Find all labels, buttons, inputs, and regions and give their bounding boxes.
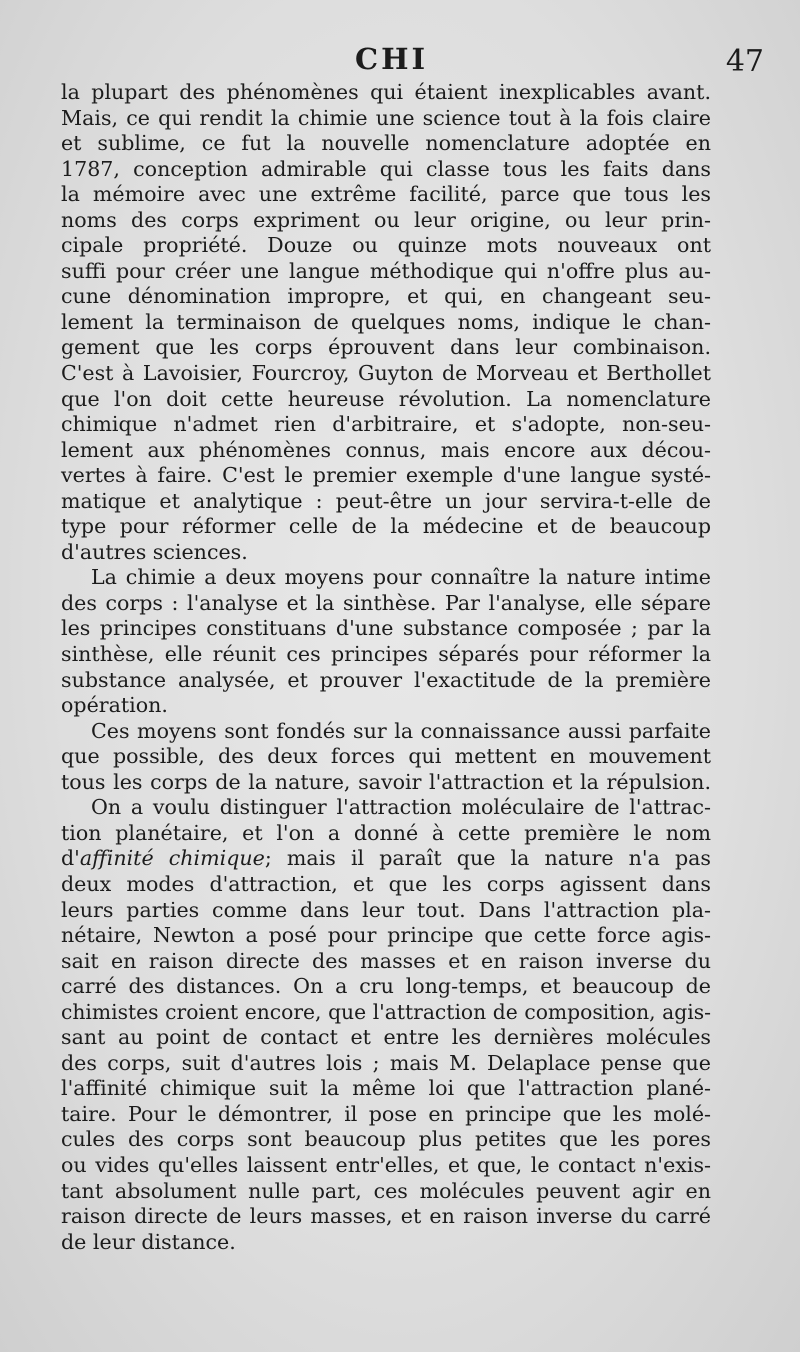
running-head — [60, 42, 780, 82]
text-line: carré des distances. On a cru long-temps, et beaucoup de — [61, 974, 711, 999]
text-line: lement aux phénomènes connus, mais encore aux décou- — [61, 437, 711, 462]
text-line: chimistes croient encore, que l'attraction de composition, agis- — [61, 999, 711, 1024]
text-line: et sublime, ce fut la nouvelle nomenclature adoptée en — [61, 131, 711, 156]
text-line: suffi pour créer une langue méthodique qui n'offre plus au- — [61, 258, 711, 283]
text-line: chimique n'admet rien d'arbitraire, et s'adopte, non-seu- — [61, 412, 711, 437]
text-line: cune dénomination impropre, et qui, en changeant seu- — [61, 284, 711, 309]
text-line: cules des corps sont beaucoup plus petites que les pores — [61, 1127, 711, 1152]
text-line: leurs parties comme dans leur tout. Dans l'attraction pla- — [61, 897, 711, 922]
text-line: Mais, ce qui rendit la chimie une science tout à la fois claire — [61, 105, 711, 130]
text-line: La chimie a deux moyens pour connaître la nature intime — [91, 565, 711, 590]
text-line: type pour réformer celle de la médecine et de beaucoup — [61, 514, 711, 539]
page-number: 47 — [725, 44, 764, 79]
text-line: que possible, des deux forces qui mettent en mouvement — [61, 744, 711, 769]
text-line: substance analysée, et prouver l'exactitude de la première — [61, 667, 711, 692]
running-head-title: CHI — [355, 42, 429, 76]
text-line: ou vides qu'elles laissent entr'elles, et que, le contact n'exis- — [61, 1152, 711, 1177]
text-line: On a voulu distinguer l'attraction moléculaire de l'attrac- — [91, 795, 711, 820]
text-line: Ces moyens sont fondés sur la connaissance aussi parfaite — [91, 718, 711, 743]
text-line-italic-term: d'affinité chimique; mais il paraît que la nature n'a pas — [61, 846, 711, 871]
text-line: sinthèse, elle réunit ces principes séparés pour réformer la — [61, 642, 711, 667]
text-line: d'autres sciences. — [61, 539, 248, 564]
text-line: sant au point de contact et entre les dernières molécules — [61, 1025, 711, 1050]
body-text — [61, 80, 711, 1255]
text-line: nétaire, Newton a posé pour principe que cette force agis- — [61, 923, 711, 948]
text-line: de leur distance. — [61, 1229, 236, 1254]
text-line: 1787, conception admirable qui classe tous les faits dans — [61, 156, 711, 181]
text-line: C'est à Lavoisier, Fourcroy, Guyton de Morveau et Berthollet — [61, 361, 711, 386]
text-line: les principes constituans d'une substance composée ; par la — [61, 616, 711, 641]
text-line: opération. — [61, 693, 168, 718]
text-line: tion planétaire, et l'on a donné à cette première le nom — [61, 820, 711, 845]
italic-term: affinité chimique — [79, 846, 265, 871]
text-line: raison directe de leurs masses, et en raison inverse du carré — [61, 1204, 711, 1229]
text-line: lement la terminaison de quelques noms, indique le chan- — [61, 309, 711, 334]
text-line: que l'on doit cette heureuse révolution. La nomenclature — [61, 386, 711, 411]
text-line: cipale propriété. Douze ou quinze mots nouveaux ont — [61, 233, 711, 258]
text-line: des corps : l'analyse et la sinthèse. Par l'analyse, elle sépare — [61, 590, 711, 615]
text-line: vertes à faire. C'est le premier exemple d'une langue systé- — [61, 463, 711, 488]
text-line: matique et analytique : peut-être un jour servira-t-elle de — [61, 488, 711, 513]
text-line: la mémoire avec une extrême facilité, parce que tous les — [61, 182, 711, 207]
text-line: des corps, suit d'autres lois ; mais M. Delaplace pense que — [61, 1050, 711, 1075]
text-line: deux modes d'attraction, et que les corps agissent dans — [61, 871, 711, 896]
text-line: l'affinité chimique suit la même loi que l'attraction plané- — [61, 1076, 711, 1101]
text-line: gement que les corps éprouvent dans leur combinaison. — [61, 335, 711, 360]
text-line: tous les corps de la nature, savoir l'attraction et la répulsion. — [61, 769, 711, 794]
text-line: sait en raison directe des masses et en raison inverse du — [61, 948, 711, 973]
text-line: la plupart des phénomènes qui étaient inexplicables avant. — [61, 80, 711, 104]
text-line: taire. Pour le démontrer, il pose en principe que les molé- — [61, 1101, 711, 1126]
text-line: noms des corps expriment ou leur origine, ou leur prin- — [61, 207, 711, 232]
text-line: tant absolument nulle part, ces molécules peuvent agir en — [61, 1178, 711, 1203]
